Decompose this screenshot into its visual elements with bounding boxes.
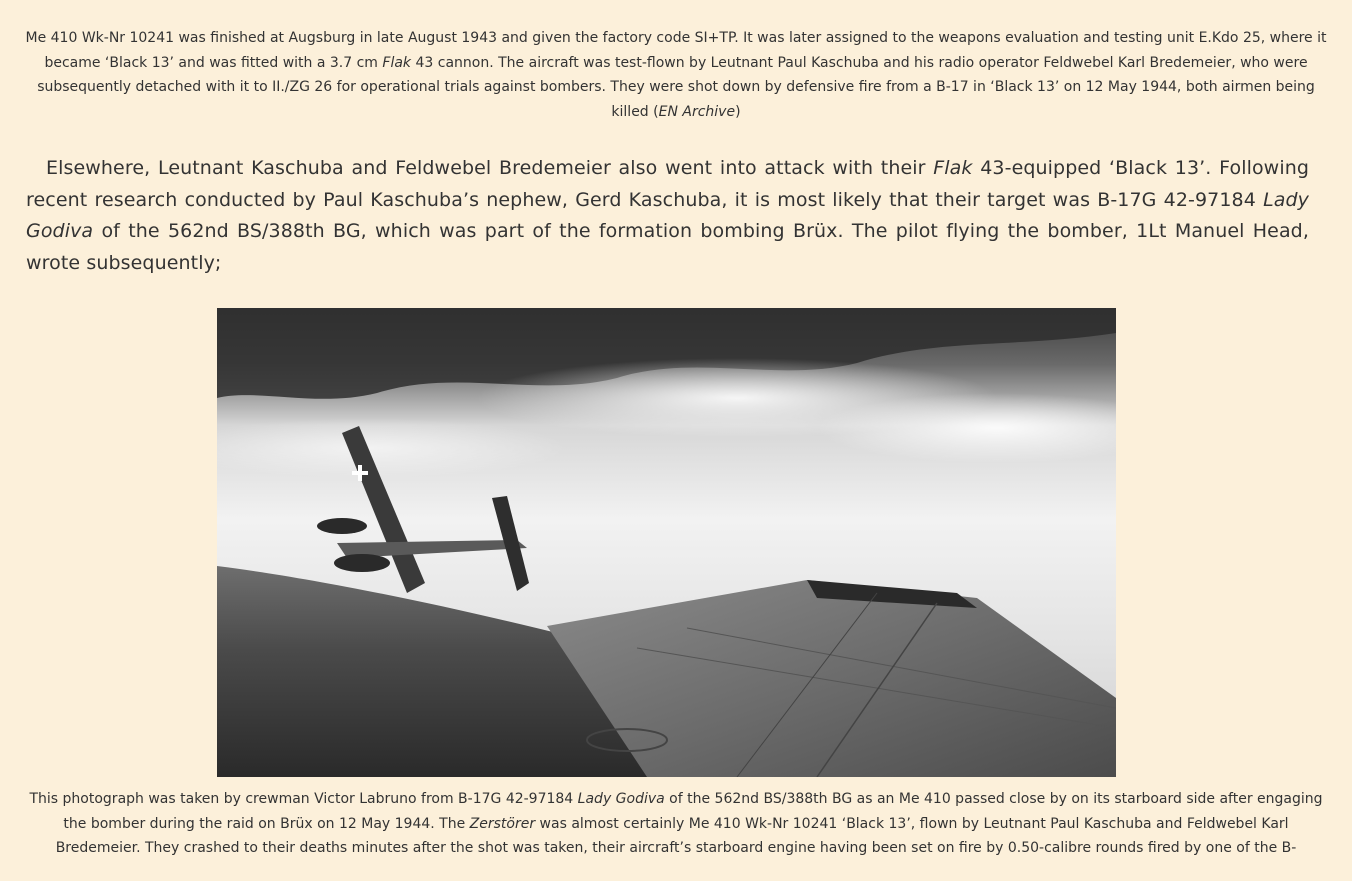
caption-text: Me 410 Wk-Nr 10241 was finished at Augsburg in late August 1943 and given the factory code SI+TP. It was later assigned to the weapons evaluation and testing unit E.Kdo 25, where it became ‘Black 13’ and was fitted with a 3.7 cm — [25, 30, 1327, 71]
paragraph-italic-lady-godiva: Lady Godiva — [26, 188, 1309, 242]
caption-text: ) — [735, 103, 741, 120]
paragraph-text: Elsewhere, Leutnant Kaschuba and Feldwebel Bredemeier also went into attack with their — [46, 157, 934, 179]
caption-text: was almost certainly Me 410 Wk-Nr 10241 ‘Black 13’, flown by Leutnant Paul Kaschuba and Feldwebel Karl Bredemeier. They crashed to their deaths minutes after the shot was taken, their aircraft’s starboard engine having been set on fire by 0.50-calibre rounds fired by one of the B- — [55, 815, 1297, 856]
photo-caption-bottom — [22, 787, 1330, 861]
caption-italic-flak: Flak — [382, 54, 412, 71]
caption-text: This photograph was taken by crewman Victor Labruno from B-17G 42-97184 — [29, 791, 578, 807]
photo-caption-top — [22, 26, 1330, 124]
paragraph-text: 43-equipped ‘Black 13’. Following recent research conducted by Paul Kaschuba’s nephew, Gerd Kaschuba, it is most likely that their target was B-17G 42-97184 — [26, 157, 1309, 211]
body-paragraph — [26, 153, 1309, 279]
caption-text: 43 cannon. The aircraft was test-flown by Leutnant Paul Kaschuba and his radio operator Feldwebel Karl Bredemeier, who were subsequently detached with it to II./ZG 26 for operational trials against bombers. They were shot down by defensive fire from a B-17 in ‘Black 13’ on 12 May 1944, both airmen being killed ( — [37, 54, 1315, 120]
caption-italic-archive: EN Archive — [658, 103, 736, 120]
caption-italic-lady-godiva: Lady Godiva — [577, 791, 665, 807]
caption-text: of the 562nd BS/388th BG as an Me 410 passed close by on its starboard side after engaging the bomber during the raid on Brüx on 12 May 1944. The — [63, 791, 1323, 832]
paragraph-italic-flak: Flak — [933, 157, 973, 179]
photograph-me410-b17-wing — [217, 308, 1116, 777]
paragraph-text: of the 562nd BS/388th BG, which was part of the formation bombing Brüx. The pilot flying the bomber, 1Lt Manuel Head, wrote subsequently; — [26, 220, 1309, 274]
caption-italic-zerstorer: Zerstörer — [469, 815, 536, 832]
